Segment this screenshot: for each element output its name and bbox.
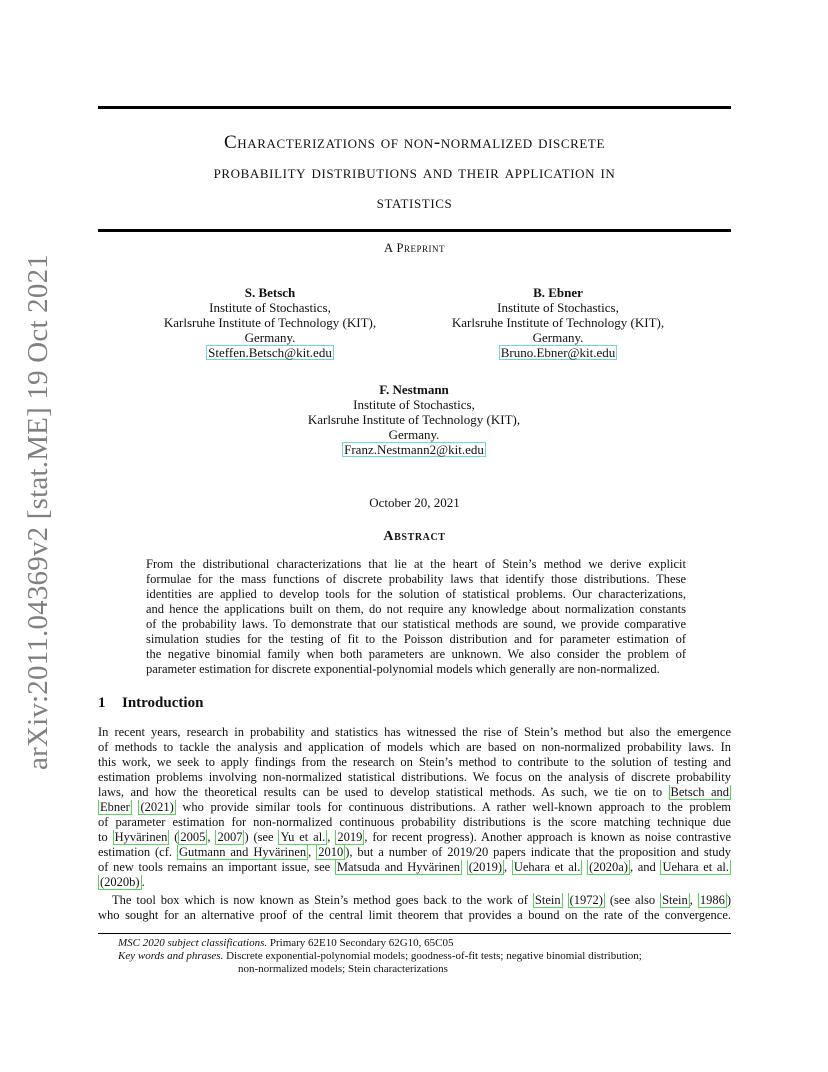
abstract-line: and hence the applications built on them, do not require any knowledge about normalization constants: [146, 602, 686, 616]
body-line: who sought for an alternative proof of the central limit theorem that provides a bound on the rate of the convergence.: [98, 908, 731, 922]
citation-link[interactable]: Gutmann and Hyvärinen: [178, 845, 307, 859]
body-line: this work, we seek to apply findings from the research on Stein’s method to contribute to the solution of testing and: [98, 755, 731, 769]
arxiv-identifier-stamp: arXiv:2011.04369v2 [stat.ME] 19 Oct 2021: [22, 254, 54, 770]
msc-footnote: [118, 937, 728, 950]
citation-link[interactable]: 2019: [337, 830, 363, 844]
title-line-2: probability distributions and their application in: [213, 162, 616, 183]
body-text-fragment: ,: [327, 830, 336, 844]
author-university: Karlsruhe Institute of Technology (KIT),: [451, 315, 665, 330]
abstract-heading: Abstract: [383, 529, 446, 544]
abstract-line: of the probability laws. To demonstrate that our statistical methods are sound, we provide comparative: [146, 617, 686, 631]
title-line-3: statistics: [376, 192, 453, 213]
body-text-fragment: of new tools remains an important issue, see: [98, 860, 335, 874]
citation-link[interactable]: (2020a): [589, 860, 628, 874]
abstract-line: simulation studies for the testing of fit to the Poisson distribution and for parameter estimation of: [146, 632, 686, 646]
author-country: Germany.: [244, 330, 296, 345]
keywords-continuation: non-normalized models; Stein characterizations: [238, 963, 448, 975]
author-name: B. Ebner: [533, 285, 583, 300]
title-bottom-rule: [98, 229, 731, 232]
body-line: of methods to tackle the analysis and application of models which are based on non-normalized probability laws. In: [98, 740, 731, 754]
title-line-1: Characterizations of non-normalized discrete: [223, 132, 606, 153]
abstract-line: identities are applied to develop tools for the solution of statistical problems. Our characterizations,: [146, 587, 686, 601]
introduction-body: [98, 725, 731, 923]
abstract-line: the negative binomial family when both parameters are unknown. We also consider the problem of: [146, 647, 686, 661]
body-text-fragment: ,: [504, 860, 512, 874]
preprint-label: A Preprint: [384, 241, 445, 255]
body-text-fragment: ) (see: [244, 830, 279, 844]
keywords-label: Key words and phrases.: [118, 950, 224, 962]
citation-link[interactable]: 2005: [180, 830, 206, 844]
body-line: [98, 830, 731, 845]
citation-link[interactable]: Hyvärinen: [114, 830, 168, 844]
author-university: Karlsruhe Institute of Technology (KIT),: [163, 315, 377, 330]
citation-link[interactable]: (2021): [140, 800, 174, 814]
citation-link[interactable]: (1972): [569, 893, 603, 907]
keywords-footnote: [118, 950, 728, 963]
abstract-line: From the distributional characterizations that lie at the heart of Stein’s method we derive explicit: [146, 557, 686, 571]
citation-link[interactable]: Ebner: [100, 800, 130, 814]
body-text-fragment: ), but a number of 2019/20 papers indicate that the proposition and study: [345, 845, 731, 859]
author-email-link[interactable]: Bruno.Ebner@kit.edu: [500, 345, 616, 360]
citation-link[interactable]: 2007: [217, 830, 243, 844]
author-name: F. Nestmann: [379, 382, 449, 397]
author-institute: Institute of Stochastics,: [497, 300, 619, 315]
author-block-nestmann: [284, 382, 544, 457]
msc-text: Primary 62E10 Secondary 62G10, 65C05: [267, 937, 454, 949]
author-email-link[interactable]: Franz.Nestmann2@kit.edu: [344, 442, 484, 457]
body-line: [98, 893, 731, 908]
citation-link[interactable]: 2010: [318, 845, 344, 859]
abstract-line: parameter estimation for discrete exponential-polynomial models which generally are non-normalized.: [146, 662, 660, 676]
section-title: Introduction: [122, 695, 204, 711]
body-line: [98, 845, 731, 860]
author-country: Germany.: [532, 330, 584, 345]
body-line: estimation problems involving non-normalized statistical distributions. We focus on the analysis of discrete probability: [98, 770, 731, 784]
body-line: [98, 875, 731, 890]
body-text-fragment: , for recent progress). Another approach is known as noise contrastive: [364, 830, 731, 844]
msc-label: MSC 2020 subject classifications.: [118, 937, 268, 949]
body-text-fragment: (: [169, 830, 179, 844]
body-text-fragment: [563, 893, 568, 907]
citation-link[interactable]: Uehara et al.: [662, 860, 730, 874]
abstract-text: [146, 557, 686, 677]
author-institute: Institute of Stochastics,: [209, 300, 331, 315]
footnotes: [118, 937, 728, 976]
body-text-fragment: to: [98, 830, 113, 844]
citation-link[interactable]: Uehara et al.: [513, 860, 581, 874]
paper-title: [98, 128, 731, 218]
body-text-fragment: .: [141, 875, 145, 889]
citation-link[interactable]: Matsuda and Hyvärinen: [336, 860, 461, 874]
citation-link[interactable]: (2020b): [100, 875, 140, 889]
citation-link[interactable]: Stein: [662, 893, 688, 907]
body-text-fragment: ,: [207, 830, 216, 844]
body-line: In recent years, research in probability and statistics has witnessed the rise of Stein’s method but also the emergence: [98, 725, 731, 739]
keywords-text: Discrete exponential-polynomial models; goodness-of-fit tests; negative binomial distribution;: [223, 950, 642, 962]
citation-link[interactable]: Yu et al.: [280, 830, 326, 844]
author-institute: Institute of Stochastics,: [353, 397, 475, 412]
citation-link[interactable]: Betsch and: [670, 785, 730, 799]
author-name: S. Betsch: [244, 285, 296, 300]
paper-date: October 20, 2021: [369, 495, 460, 510]
body-text-fragment: ): [726, 893, 731, 907]
body-text-fragment: (see also: [604, 893, 661, 907]
author-block-ebner: [428, 285, 688, 360]
title-top-rule: [98, 106, 731, 109]
author-country: Germany.: [388, 427, 440, 442]
body-line: of parameter estimation for non-normalized continuous probability distributions is the score matching technique due: [98, 815, 731, 829]
body-text-fragment: estimation (cf.: [98, 845, 177, 859]
body-text-fragment: ,: [689, 893, 698, 907]
citation-link[interactable]: 1986: [699, 893, 725, 907]
author-university: Karlsruhe Institute of Technology (KIT),: [307, 412, 521, 427]
body-text-fragment: , and: [629, 860, 661, 874]
footnote-rule: [98, 933, 731, 934]
body-text-fragment: The tool box which is now known as Stein’s method goes back to the work of: [112, 893, 533, 907]
citation-link[interactable]: Stein: [534, 893, 561, 907]
section-heading-introduction: [98, 695, 203, 712]
body-text-fragment: who provide similar tools for continuous distributions. A rather well-known approach to the problem: [175, 800, 731, 814]
body-text-fragment: laws, and how the theoretical results can be used to develop statistical methods. As such, we tie on to: [98, 785, 663, 799]
body-line: [98, 785, 731, 800]
body-text-fragment: ,: [308, 845, 317, 859]
body-line: [98, 800, 731, 815]
author-block-betsch: [140, 285, 400, 360]
section-number: 1: [98, 695, 106, 711]
citation-link[interactable]: (2019): [468, 860, 503, 874]
body-line: [98, 860, 731, 875]
abstract-line: formulae for the mass functions of discrete probability laws that identify those distributions. These: [146, 572, 686, 586]
author-email-link[interactable]: Steffen.Betsch@kit.edu: [208, 345, 332, 360]
